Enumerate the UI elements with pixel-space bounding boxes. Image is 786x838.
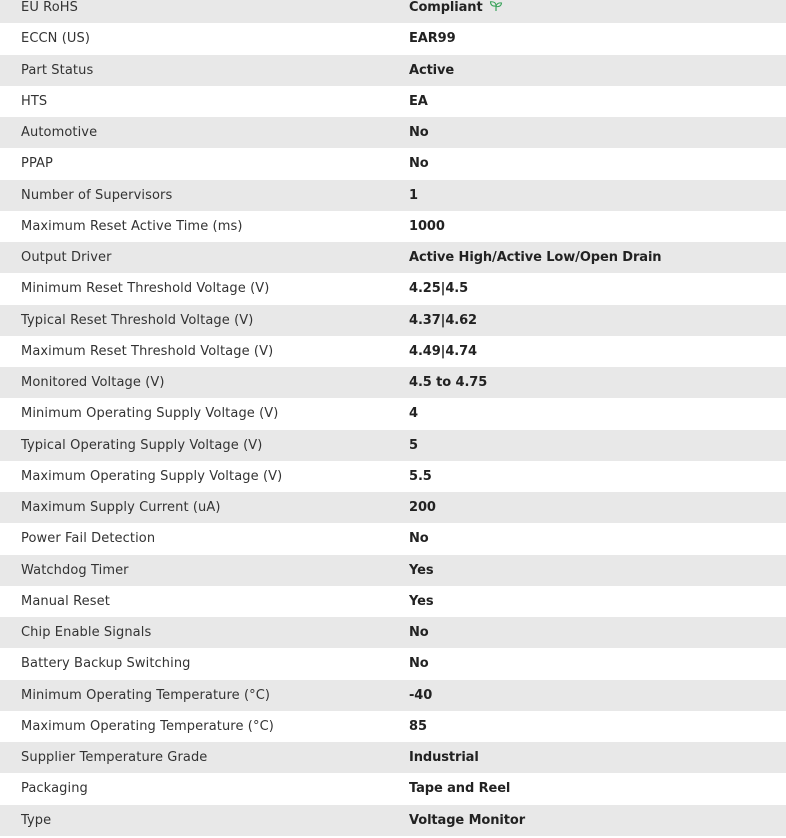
spec-value-cell	[409, 742, 786, 773]
spec-name: Maximum Operating Temperature (°C)	[21, 718, 274, 734]
spec-row	[0, 55, 786, 86]
spec-name: Battery Backup Switching	[21, 656, 191, 672]
spec-name: Part Status	[21, 62, 94, 78]
spec-name: ECCN (US)	[21, 31, 91, 47]
spec-value-cell	[409, 367, 786, 398]
spec-value: -40	[409, 687, 433, 703]
spec-value: 5	[409, 437, 418, 453]
spec-value-cell	[409, 398, 786, 429]
spec-value-cell	[409, 336, 786, 367]
spec-row	[0, 180, 786, 211]
spec-value-cell	[409, 0, 786, 23]
spec-row	[0, 367, 786, 398]
spec-value-cell	[409, 523, 786, 554]
spec-row	[0, 23, 786, 54]
spec-row	[0, 305, 786, 336]
spec-value: No	[409, 531, 429, 547]
spec-value: Voltage Monitor	[409, 812, 526, 828]
spec-name: EU RoHS	[21, 0, 78, 16]
spec-name: Minimum Operating Temperature (°C)	[21, 687, 271, 703]
spec-value-cell	[409, 430, 786, 461]
spec-value: 200	[409, 500, 436, 516]
spec-row	[0, 773, 786, 804]
spec-name: Maximum Operating Supply Voltage (V)	[21, 468, 283, 484]
spec-name: Type	[21, 812, 52, 828]
spec-row	[0, 211, 786, 242]
spec-name: Manual Reset	[21, 593, 110, 609]
spec-value-cell	[409, 148, 786, 179]
spec-value: EAR99	[409, 31, 456, 47]
spec-row	[0, 398, 786, 429]
spec-value-cell	[409, 23, 786, 54]
spec-name: Minimum Reset Threshold Voltage (V)	[21, 281, 270, 297]
spec-row	[0, 242, 786, 273]
spec-name: Minimum Operating Supply Voltage (V)	[21, 406, 279, 422]
spec-name: Watchdog Timer	[21, 562, 129, 578]
spec-value-cell	[409, 680, 786, 711]
spec-name: Number of Supervisors	[21, 187, 173, 203]
spec-value: 4.49|4.74	[409, 343, 477, 359]
spec-row	[0, 648, 786, 679]
spec-value: 5.5	[409, 468, 432, 484]
spec-value-cell	[409, 211, 786, 242]
spec-value-cell	[409, 86, 786, 117]
spec-value-cell	[409, 555, 786, 586]
spec-value-cell	[409, 305, 786, 336]
spec-row	[0, 117, 786, 148]
spec-row	[0, 86, 786, 117]
spec-value: 1	[409, 187, 418, 203]
spec-name: Power Fail Detection	[21, 531, 156, 547]
spec-value: No	[409, 125, 429, 141]
spec-value-cell	[409, 586, 786, 617]
spec-value: Tape and Reel	[409, 781, 511, 797]
spec-name: Typical Operating Supply Voltage (V)	[21, 437, 263, 453]
spec-value: 85	[409, 718, 427, 734]
spec-value: 4.5 to 4.75	[409, 375, 488, 391]
spec-name: Chip Enable Signals	[21, 625, 152, 641]
spec-value: Active	[409, 62, 455, 78]
spec-value: No	[409, 656, 429, 672]
spec-value-cell	[409, 648, 786, 679]
spec-value-cell	[409, 55, 786, 86]
spec-row	[0, 492, 786, 523]
spec-name: Maximum Reset Threshold Voltage (V)	[21, 343, 274, 359]
leaf-icon	[489, 0, 503, 12]
spec-row	[0, 586, 786, 617]
spec-row	[0, 336, 786, 367]
spec-value-cell	[409, 711, 786, 742]
spec-value: No	[409, 625, 429, 641]
spec-value: Industrial	[409, 750, 479, 766]
spec-value: Yes	[409, 562, 434, 578]
spec-value: Yes	[409, 593, 434, 609]
spec-value: 4.37|4.62	[409, 312, 477, 328]
spec-value-cell	[409, 617, 786, 648]
spec-value: No	[409, 156, 429, 172]
spec-row	[0, 742, 786, 773]
spec-value-cell	[409, 242, 786, 273]
spec-name: Automotive	[21, 125, 98, 141]
spec-row	[0, 805, 786, 836]
spec-value-cell	[409, 180, 786, 211]
spec-row	[0, 523, 786, 554]
spec-name: Monitored Voltage (V)	[21, 375, 165, 391]
spec-name: Maximum Supply Current (uA)	[21, 500, 221, 516]
spec-value-cell	[409, 117, 786, 148]
spec-row	[0, 148, 786, 179]
spec-value-cell	[409, 805, 786, 836]
spec-value: Active High/Active Low/Open Drain	[409, 250, 662, 266]
spec-value-cell	[409, 492, 786, 523]
spec-value: 4.25|4.5	[409, 281, 469, 297]
spec-row	[0, 711, 786, 742]
spec-name: HTS	[21, 93, 48, 109]
spec-row	[0, 461, 786, 492]
spec-value-cell	[409, 273, 786, 304]
spec-row	[0, 430, 786, 461]
spec-row	[0, 617, 786, 648]
spec-name: PPAP	[21, 156, 53, 172]
spec-name: Maximum Reset Active Time (ms)	[21, 218, 243, 234]
spec-value-cell	[409, 773, 786, 804]
spec-value: 1000	[409, 218, 445, 234]
spec-value: Compliant	[409, 0, 483, 16]
spec-name: Packaging	[21, 781, 88, 797]
spec-name: Output Driver	[21, 250, 112, 266]
spec-value-cell	[409, 461, 786, 492]
spec-name: Typical Reset Threshold Voltage (V)	[21, 312, 254, 328]
spec-row	[0, 0, 786, 23]
spec-value: 4	[409, 406, 418, 422]
spec-row	[0, 680, 786, 711]
spec-name: Supplier Temperature Grade	[21, 750, 208, 766]
spec-row	[0, 555, 786, 586]
spec-value: EA	[409, 93, 428, 109]
spec-row	[0, 273, 786, 304]
